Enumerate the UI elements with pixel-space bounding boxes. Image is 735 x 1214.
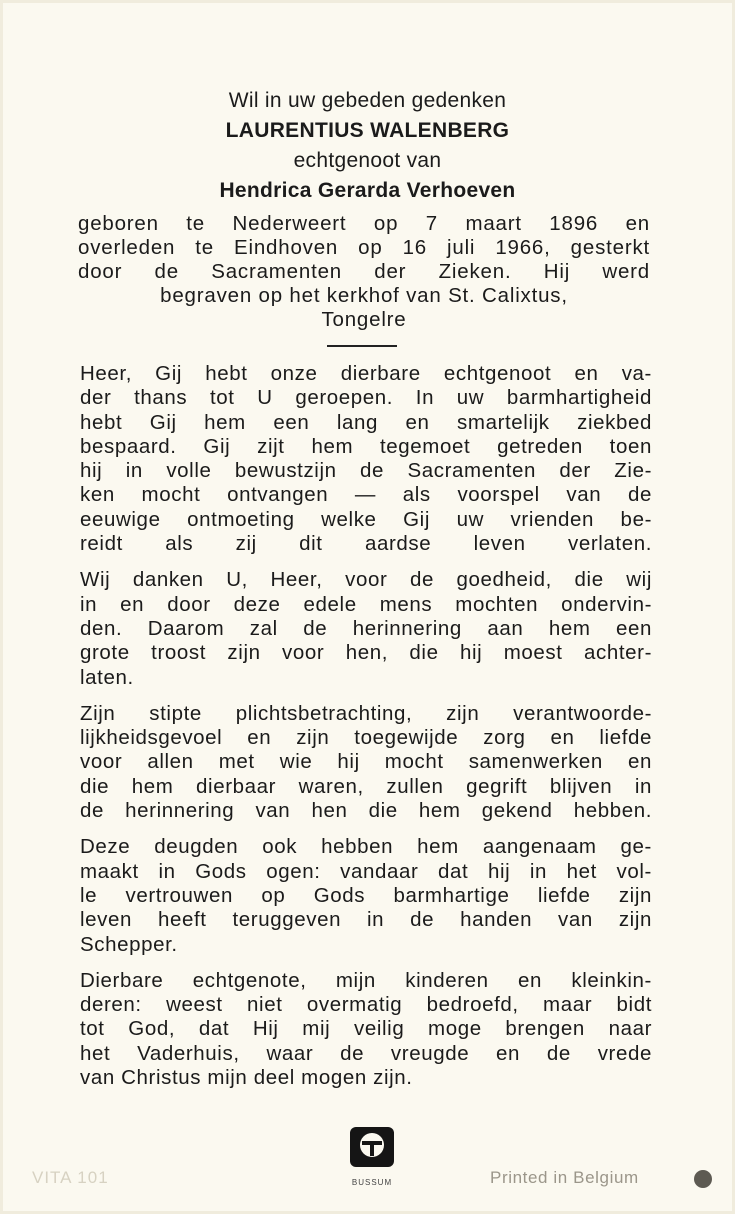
biography-line: Tongelre xyxy=(321,308,407,331)
spouse-name: Hendrica Gerarda Verhoeven xyxy=(219,179,516,202)
prayer-paragraph xyxy=(80,835,652,956)
text-line: reidt als zij dit aardse leven verlaten. xyxy=(80,532,652,556)
text-line: laten. xyxy=(80,665,134,689)
text-line: Wij danken U, Heer, voor de goedheid, die wij xyxy=(80,568,652,592)
text-line: grote troost zijn voor hen, die hij moest achter- xyxy=(80,641,652,665)
text-line: lijkheidsgevoel en zijn toegewijde zorg en liefde xyxy=(80,726,652,750)
text-line: in en door deze edele mens mochten ondervin- xyxy=(80,592,652,616)
biography-line: overleden te Eindhoven op 16 juli 1966, gesterkt xyxy=(78,236,650,259)
prayer-request: Wil in uw gebeden gedenken xyxy=(228,89,507,112)
text-line: hebt Gij hem een lang en smartelijk ziekbed xyxy=(80,410,652,434)
text-line: deren: weest niet overmatig bedroefd, maar bidt xyxy=(80,993,652,1017)
text-line: leven heeft teruggeven in de handen van zijn xyxy=(80,908,652,932)
card-header xyxy=(0,86,735,206)
text-line: eeuwige ontmoeting welke Gij uw vrienden be- xyxy=(80,507,652,531)
text-line: de herinnering van hen die hem gekend hebben. xyxy=(80,799,652,823)
relation-line: echtgenoot van xyxy=(293,149,442,172)
printed-in-label: Printed in Belgium xyxy=(490,1168,639,1187)
prayer-paragraph xyxy=(80,362,652,556)
text-line: der thans tot U geroepen. In uw barmhartigheid xyxy=(80,386,652,410)
publisher-logo-icon xyxy=(348,1125,396,1169)
prayer-paragraph xyxy=(80,969,652,1090)
printer-mark-icon xyxy=(694,1170,712,1188)
text-line: het Vaderhuis, waar de vreugde en de vrede xyxy=(80,1041,652,1065)
biography xyxy=(78,212,650,332)
deceased-name: LAURENTIUS WALENBERG xyxy=(225,119,510,142)
text-line: voor allen met wie hij mocht samenwerken en xyxy=(80,750,652,774)
text-line: le vertrouwen op Gods barmhartige liefde zijn xyxy=(80,883,652,907)
text-line: die hem dierbaar waren, zullen gegrift blijven in xyxy=(80,774,652,798)
publisher-caption: BUSSUM xyxy=(351,1178,393,1187)
prayer-paragraph xyxy=(80,702,652,823)
text-line: tot God, dat Hij mij veilig moge brengen naar xyxy=(80,1017,652,1041)
text-line: Schepper. xyxy=(80,932,178,956)
card-code: VITA 101 xyxy=(32,1168,109,1187)
text-line: van Christus mijn deel mogen zijn. xyxy=(80,1066,413,1090)
text-line: hij in volle bewustzijn de Sacramenten der Zie- xyxy=(80,459,652,483)
text-line: ken mocht ontvangen — als voorspel van de xyxy=(80,483,652,507)
prayer-text xyxy=(80,362,652,1102)
text-line: bespaard. Gij zijt hem tegemoet getreden toen xyxy=(80,434,652,458)
text-line: maakt in Gods ogen: vandaar dat hij in het vol- xyxy=(80,859,652,883)
biography-line: geboren te Nederweert op 7 maart 1896 en xyxy=(78,212,650,235)
biography-line: door de Sacramenten der Zieken. Hij werd xyxy=(78,260,650,283)
text-line: Deze deugden ook hebben hem aangenaam ge- xyxy=(80,835,652,859)
biography-line: begraven op het kerkhof van St. Calixtus, xyxy=(160,284,568,307)
text-line: Dierbare echtgenote, mijn kinderen en kleinkin- xyxy=(80,968,652,992)
divider-rule xyxy=(327,345,397,347)
text-line: Heer, Gij hebt onze dierbare echtgenoot en va- xyxy=(80,362,652,385)
text-line: den. Daarom zal de herinnering aan hem een xyxy=(80,616,652,640)
text-line: Zijn stipte plichtsbetrachting, zijn verantwoorde- xyxy=(80,701,652,725)
prayer-paragraph xyxy=(80,568,652,689)
